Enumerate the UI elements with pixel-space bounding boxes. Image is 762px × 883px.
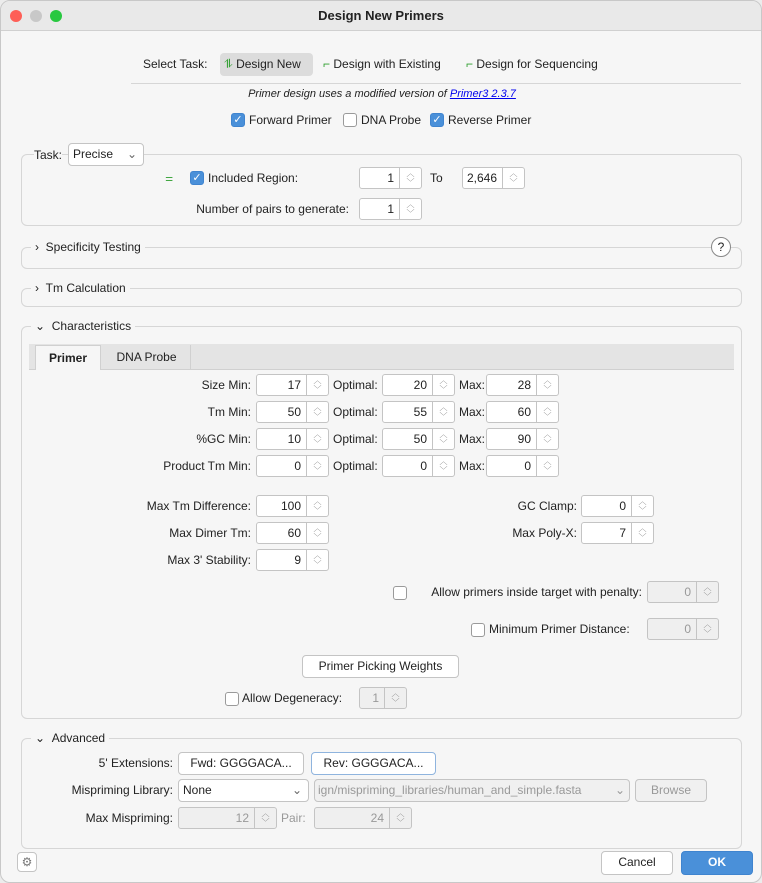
spin-arrows-icon[interactable]: ︿ ﹀ — [631, 523, 653, 543]
optimal-spinbox[interactable] — [382, 401, 455, 423]
optimal-spinbox[interactable] — [382, 374, 455, 396]
value: 28 — [517, 378, 531, 392]
min-spinbox[interactable] — [256, 428, 329, 450]
min-spinbox[interactable] — [256, 401, 329, 423]
min-distance-checkbox[interactable] — [471, 623, 485, 637]
task-mode-value: Precise — [73, 147, 114, 161]
task-mode-select[interactable] — [68, 143, 144, 166]
max-spinbox[interactable] — [486, 374, 559, 396]
value: 55 — [413, 405, 427, 419]
task-label: Design for Sequencing — [476, 57, 598, 71]
minimize-button[interactable] — [30, 10, 42, 22]
pairs-label: Number of pairs to generate: — [196, 202, 349, 216]
value: 7 — [619, 526, 626, 540]
spin-arrows-icon[interactable]: ︿ ﹀ — [631, 496, 653, 516]
window-title: Design New Primers — [318, 8, 444, 23]
optimal-label: Optimal: — [333, 405, 378, 419]
section-title: Characteristics — [51, 319, 132, 333]
section-title: Specificity Testing — [45, 240, 141, 254]
section-title: Tm Calculation — [45, 281, 126, 295]
value: 0 — [684, 622, 691, 636]
value: 1 — [387, 171, 394, 185]
spin-arrows-icon[interactable]: ︿ ﹀ — [696, 619, 718, 639]
max-label: Max: — [459, 432, 486, 446]
region-from-spinbox[interactable] — [359, 167, 422, 189]
design-new-icon: ⥮ — [224, 57, 233, 71]
min-distance-spinbox[interactable] — [647, 618, 719, 640]
help-icon[interactable]: ? — [711, 237, 731, 257]
spin-arrows-icon[interactable]: ︿ ﹀ — [432, 402, 454, 422]
spin-arrows-icon[interactable]: ︿ ﹀ — [306, 456, 328, 476]
max-tm-diff-label: Max Tm Difference: — [146, 499, 251, 513]
value: 17 — [287, 378, 301, 392]
optimal-spinbox[interactable] — [382, 428, 455, 450]
row-label: Size Min: — [201, 378, 251, 392]
value: 60 — [287, 526, 301, 540]
max-tm-diff-spinbox[interactable] — [256, 495, 329, 517]
value: 10 — [287, 432, 301, 446]
value: 90 — [517, 432, 531, 446]
pair-label: Pair: — [281, 811, 306, 825]
to-label: To — [430, 171, 443, 185]
task-label: Task: — [34, 144, 62, 166]
gc-clamp-spinbox[interactable] — [581, 495, 654, 517]
spin-arrows-icon[interactable]: ︿ ﹀ — [696, 582, 718, 602]
value: 0 — [684, 585, 691, 599]
forward-primer-label: Forward Primer — [249, 113, 332, 127]
specificity-toggle[interactable]: › Specificity Testing — [31, 239, 145, 255]
value: 0 — [420, 459, 427, 473]
allow-degeneracy-checkbox[interactable] — [225, 692, 239, 706]
spin-arrows-icon[interactable]: ︿ ﹀ — [384, 688, 406, 708]
value: 50 — [287, 405, 301, 419]
max-stability-spinbox[interactable] — [256, 549, 329, 571]
title-bar — [1, 1, 761, 31]
poly-x-label: Max Poly-X: — [512, 526, 577, 540]
gc-clamp-label: GC Clamp: — [517, 499, 577, 513]
spin-arrows-icon[interactable]: ︿ ﹀ — [432, 429, 454, 449]
tab-dna-probe[interactable]: DNA Probe — [103, 345, 191, 370]
library-value: None — [183, 783, 212, 797]
max-stability-label: Max 3' Stability: — [167, 553, 251, 567]
region-to-spinbox[interactable] — [462, 167, 525, 189]
spin-arrows-icon[interactable]: ︿ ﹀ — [502, 168, 524, 188]
existing-icon: ⌐ — [323, 57, 331, 71]
spin-arrows-icon[interactable]: ︿ ﹀ — [536, 429, 558, 449]
select-task-label: Select Task: — [143, 57, 208, 71]
optimal-label: Optimal: — [333, 459, 378, 473]
dna-probe-checkbox[interactable] — [343, 113, 357, 127]
value: 50 — [413, 432, 427, 446]
tab-primer[interactable]: Primer — [35, 345, 101, 370]
spin-arrows-icon[interactable]: ︿ ﹀ — [306, 429, 328, 449]
max-spinbox[interactable] — [486, 455, 559, 477]
spin-arrows-icon[interactable]: ︿ ﹀ — [306, 496, 328, 516]
included-region-label: Included Region: — [208, 171, 299, 185]
zoom-button[interactable] — [50, 10, 62, 22]
value: 0 — [524, 459, 531, 473]
value: 12 — [235, 811, 249, 825]
value: 20 — [413, 378, 427, 392]
max-dimer-label: Max Dimer Tm: — [169, 526, 251, 540]
ok-button[interactable]: OK — [681, 851, 753, 875]
spin-arrows-icon[interactable]: ︿ ﹀ — [306, 402, 328, 422]
spin-arrows-icon[interactable]: ︿ ﹀ — [254, 808, 276, 828]
rev-extension-button[interactable]: Rev: GGGGACA... — [311, 752, 436, 775]
mispriming-library-label: Mispriming Library: — [71, 783, 173, 797]
advanced-toggle[interactable]: ⌄ Advanced — [31, 730, 109, 746]
max-label: Max: — [459, 378, 486, 392]
spin-arrows-icon[interactable]: ︿ ﹀ — [536, 402, 558, 422]
task-design-existing[interactable] — [323, 53, 441, 75]
primer3-link[interactable]: Primer3 2.3.7 — [449, 88, 516, 100]
info-text — [1, 83, 762, 105]
section-title: Advanced — [51, 731, 106, 745]
close-button[interactable] — [10, 10, 22, 22]
inside-target-spinbox[interactable] — [647, 581, 719, 603]
poly-x-spinbox[interactable] — [581, 522, 654, 544]
spin-arrows-icon[interactable]: ︿ ﹀ — [306, 523, 328, 543]
chevron-down-icon: ⌄ — [614, 783, 625, 797]
pair-spinbox[interactable] — [314, 807, 412, 829]
spin-arrows-icon[interactable]: ︿ ﹀ — [306, 375, 328, 395]
value: 24 — [370, 811, 384, 825]
tm-toggle[interactable]: › Tm Calculation — [31, 280, 130, 296]
spin-arrows-icon[interactable]: ︿ ﹀ — [536, 456, 558, 476]
row-label: Product Tm Min: — [163, 459, 251, 473]
task-design-sequencing[interactable] — [466, 53, 598, 75]
degeneracy-spinbox[interactable] — [359, 687, 407, 709]
extensions-label: 5' Extensions: — [98, 756, 173, 770]
max-label: Max: — [459, 459, 486, 473]
sequencing-icon: ⌐ — [466, 57, 474, 71]
degeneracy-label: Allow Degeneracy: — [242, 691, 343, 705]
library-path-value: ign/mispriming_libraries/human_and_simple.fasta — [318, 783, 582, 797]
value: 60 — [517, 405, 531, 419]
primer-picking-weights-button[interactable]: Primer Picking Weights — [302, 655, 459, 678]
task-label: Design with Existing — [333, 57, 441, 71]
dna-probe-label: DNA Probe — [361, 113, 422, 127]
forward-primer-checkbox[interactable]: ✓ — [231, 113, 245, 127]
max-mispriming-label: Max Mispriming: — [85, 811, 173, 825]
included-region-checkbox[interactable]: ✓ — [190, 171, 204, 185]
characteristics-toggle[interactable]: ⌄ Characteristics — [31, 318, 135, 334]
inside-target-checkbox[interactable] — [393, 586, 407, 600]
optimal-spinbox[interactable] — [382, 455, 455, 477]
reverse-primer-label: Reverse Primer — [448, 113, 532, 127]
task-design-new[interactable] — [220, 53, 313, 76]
task-label: Design New — [236, 57, 301, 71]
info-label: Primer design uses a modified version of — [248, 88, 450, 100]
value: 0 — [619, 499, 626, 513]
inside-target-label: Allow primers inside target with penalty: — [431, 585, 642, 599]
pairs-spinbox[interactable] — [359, 198, 422, 220]
chevron-down-icon: ⌄ — [126, 147, 137, 161]
spin-arrows-icon[interactable]: ︿ ﹀ — [432, 375, 454, 395]
fwd-extension-button[interactable]: Fwd: GGGGACA... — [178, 752, 304, 775]
max-dimer-spinbox[interactable] — [256, 522, 329, 544]
min-spinbox[interactable] — [256, 374, 329, 396]
value: 0 — [294, 459, 301, 473]
spin-arrows-icon[interactable]: ︿ ﹀ — [399, 168, 421, 188]
cancel-button[interactable]: Cancel — [601, 851, 673, 875]
min-distance-label: Minimum Primer Distance: — [489, 622, 630, 636]
min-spinbox[interactable] — [256, 455, 329, 477]
row-label: %GC Min: — [196, 432, 251, 446]
library-path-select[interactable] — [314, 779, 630, 802]
max-spinbox[interactable] — [486, 401, 559, 423]
optimal-label: Optimal: — [333, 378, 378, 392]
max-mispriming-spinbox[interactable] — [178, 807, 277, 829]
max-label: Max: — [459, 405, 486, 419]
spin-arrows-icon[interactable]: ︿ ﹀ — [306, 550, 328, 570]
spin-arrows-icon[interactable]: ︿ ﹀ — [399, 199, 421, 219]
optimal-label: Optimal: — [333, 432, 378, 446]
region-icon: ⚌ — [165, 173, 174, 183]
value: 100 — [280, 499, 301, 513]
spin-arrows-icon[interactable]: ︿ ﹀ — [389, 808, 411, 828]
value: 2,646 — [466, 171, 497, 185]
spin-arrows-icon[interactable]: ︿ ﹀ — [432, 456, 454, 476]
row-label: Tm Min: — [207, 405, 251, 419]
mispriming-library-select[interactable] — [178, 779, 309, 802]
value: 1 — [387, 202, 394, 216]
value: 9 — [294, 553, 301, 567]
value: 1 — [372, 691, 379, 705]
settings-gear-icon[interactable]: ⚙ — [17, 852, 37, 872]
browse-button[interactable]: Browse — [635, 779, 707, 802]
reverse-primer-checkbox[interactable]: ✓ — [430, 113, 444, 127]
spin-arrows-icon[interactable]: ︿ ﹀ — [536, 375, 558, 395]
max-spinbox[interactable] — [486, 428, 559, 450]
chevron-down-icon: ⌄ — [291, 783, 302, 797]
